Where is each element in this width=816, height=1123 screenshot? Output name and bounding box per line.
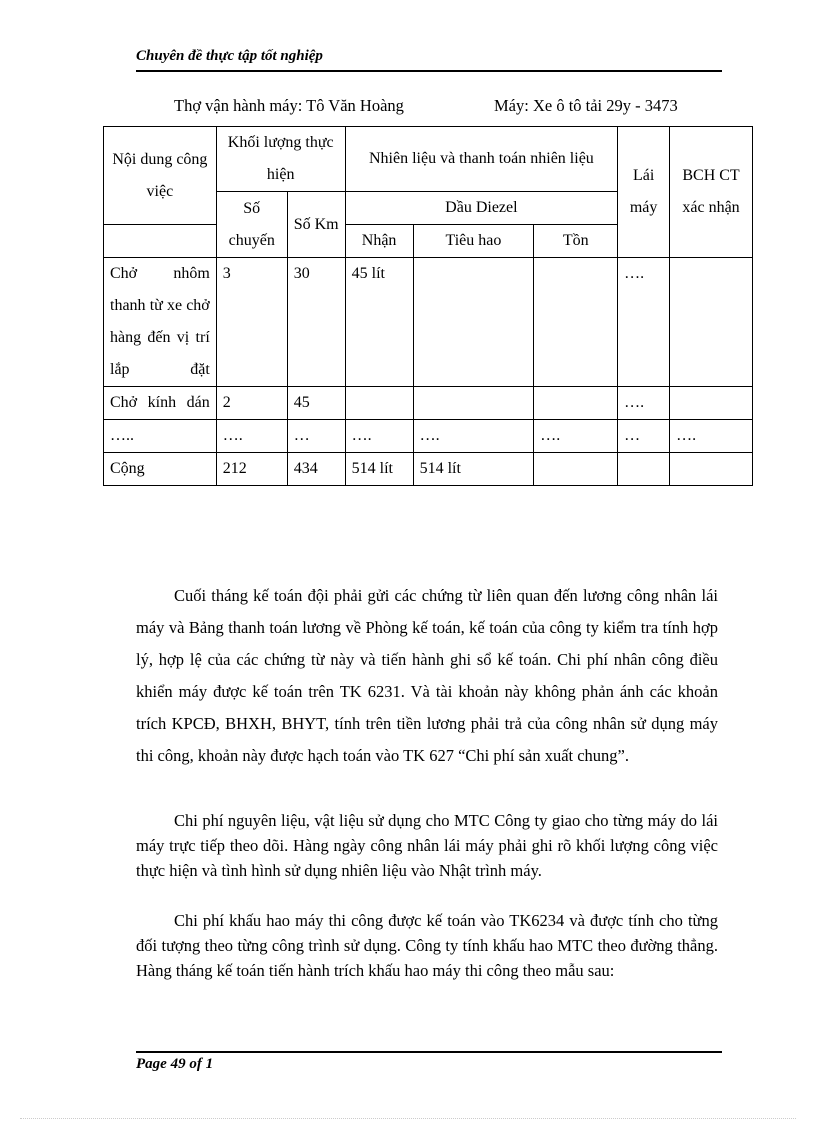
header-content-tail (104, 225, 217, 258)
header-km: Số Km (287, 192, 345, 258)
row-trips: …. (216, 420, 287, 453)
row-consumed: 514 lít (413, 453, 534, 486)
row-content: Cộng (104, 453, 217, 486)
table-row (104, 258, 753, 387)
row-received: 514 lít (345, 453, 413, 486)
row-consumed: …. (413, 420, 534, 453)
header-content: Nội dung công việc (104, 127, 217, 225)
row-remaining (534, 258, 618, 387)
page-number: Page 49 of 1 (136, 1056, 214, 1072)
table-total-row (104, 453, 753, 486)
header-received: Nhận (345, 225, 413, 258)
row-confirm (670, 453, 753, 486)
row-received: 45 lít (345, 258, 413, 387)
page-edge-divider (20, 1118, 796, 1119)
row-content: Chở nhôm thanh từ xe chở hàng đến vị trí lắp đặt (104, 258, 217, 387)
header-fuel: Nhiên liệu và thanh toán nhiên liệu (345, 127, 617, 192)
row-received (345, 387, 413, 420)
row-consumed (413, 387, 534, 420)
paragraph-materials: Chi phí nguyên liệu, vật liệu sử dụng cho MTC Công ty giao cho từng máy do lái máy trực tiếp theo dõi. Hàng ngày công nhân lái máy phải ghi rõ khối lượng công việc thực hiện và tình hình sử dụng nhiên liệu vào Nhật trình máy. (136, 811, 718, 880)
row-trips: 2 (216, 387, 287, 420)
header-confirm: BCH CT xác nhận (670, 127, 753, 258)
header-volume: Khối lượng thực hiện (216, 127, 345, 192)
machine-info: Máy: Xe ô tô tải 29y - 3473 (494, 96, 678, 115)
footer-divider (136, 1051, 722, 1053)
row-driver: …. (618, 387, 670, 420)
row-trips: 3 (216, 258, 287, 387)
row-driver: …. (618, 258, 670, 387)
row-received: …. (345, 420, 413, 453)
row-remaining (534, 453, 618, 486)
machine-log-table (103, 126, 753, 486)
row-km: 45 (287, 387, 345, 420)
table-row (104, 420, 753, 453)
row-confirm (670, 258, 753, 387)
table-row (104, 387, 753, 420)
operator-info: Thợ vận hành máy: Tô Văn Hoàng (174, 96, 404, 115)
row-confirm (670, 387, 753, 420)
header-diesel: Dầu Diezel (345, 192, 617, 225)
header-driver: Lái máy (618, 127, 670, 258)
row-km: 30 (287, 258, 345, 387)
row-driver (618, 453, 670, 486)
header-trips: Số chuyến (216, 192, 287, 258)
header-remaining: Tồn (534, 225, 618, 258)
row-remaining: …. (534, 420, 618, 453)
row-km: … (287, 420, 345, 453)
row-remaining (534, 387, 618, 420)
header-consumed: Tiêu hao (413, 225, 534, 258)
row-confirm: …. (670, 420, 753, 453)
row-trips: 212 (216, 453, 287, 486)
row-content: ….. (104, 420, 217, 453)
row-km: 434 (287, 453, 345, 486)
row-consumed (413, 258, 534, 387)
row-driver: … (618, 420, 670, 453)
document-header: Chuyên đề thực tập tốt nghiệp (136, 48, 722, 72)
paragraph-depreciation: Chi phí khấu hao máy thi công được kế toán vào TK6234 và được tính cho từng đối tượng theo từng công trình sử dụng. Công ty tính khấu hao MTC theo đường thẳng. Hàng tháng kế toán tiến hành trích khấu hao máy thi công theo mẫu sau: (136, 911, 718, 980)
paragraph-salary: Cuối tháng kế toán đội phải gửi các chứng từ liên quan đến lương công nhân lái máy và Bảng thanh toán lương về Phòng kế toán, kế toán của công ty kiểm tra tính hợp lý, hợp lệ của các chứng từ này và tiến hành ghi sổ kế toán. Chi phí nhân công điều khiển máy được kế toán trên TK 6231. Và tài khoản này không phản ánh các khoản trích KPCĐ, BHXH, BHYT, tính trên tiền lương phải trả của công nhân sử dụng máy thi công, khoản này được hạch toán vào TK 627 “Chi phí sản xuất chung”. (136, 586, 718, 765)
row-content: Chở kính dán (104, 387, 217, 420)
